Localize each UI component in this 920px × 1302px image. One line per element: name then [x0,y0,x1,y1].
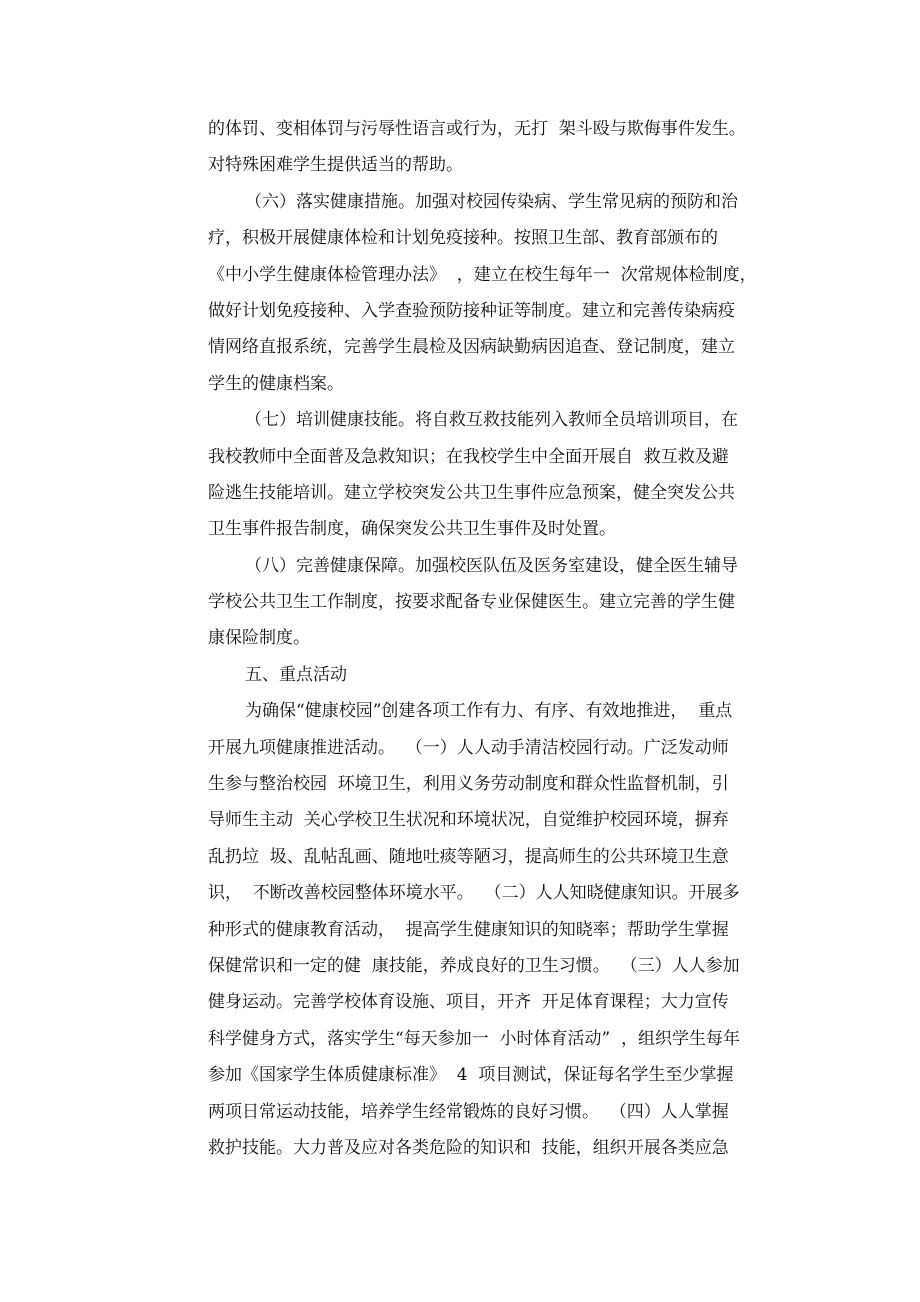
text-line: 两项日常运动技能，培养学生经常锻炼的良好习惯。 （四）人人掌握 [208,1101,729,1122]
text-line: 康保险制度。 [208,628,310,649]
text-line: 对特殊困难学生提供适当的帮助。 [208,155,463,176]
text-line: 学生的健康档案。 [208,373,344,394]
text-line: 种形式的健康教育活动， 提高学生健康知识的知晓率；帮助学生掌握 [208,919,729,940]
text-line: 险逃生技能培训。建立学校突发公共卫生事件应急预案，健全突发公共 [208,482,735,503]
text-line: （六）落实健康措施。加强对校园传染病、学生常见病的预防和治 [245,191,738,212]
text-line: 保健常识和一定的健 康技能，养成良好的卫生习惯。 （三）人人参加 [208,955,740,976]
document-body [208,111,788,1166]
text-line: （八）完善健康保障。加强校医队伍及医务室建设，健全医生辅导 [245,555,738,576]
text-line: 科学健身方式，落实学生“每天参加一 小时体育活动” ，组织学生每年 [208,1028,740,1049]
text-line: 导师生主动 关心学校卫生状况和环境状况，自觉维护校园环境，摒弃 [208,810,729,831]
text-line: 疗，积极开展健康体检和计划免疫接种。按照卫生部、教育部颁布的 [208,228,718,249]
text-line: 五、重点活动 [245,664,347,685]
text-line: （七）培训健康技能。将自救互救技能列入教师全员培训项目，在 [245,410,738,431]
text-line: 识， 不断改善校园整体环境水平。 （二）人人知晓健康知识。开展多 [208,883,740,904]
text-line: 卫生事件报告制度，确保突发公共卫生事件及时处置。 [208,519,616,540]
text-line: 乱扔垃 圾、乱帖乱画、随地吐痰等陋习，提高师生的公共环境卫生意 [208,846,729,867]
text-line: 情网络直报系统，完善学生晨检及因病缺勤病因追查、登记制度，建立 [208,337,735,358]
text-line: 健身运动。完善学校体育设施、项目，开齐 开足体育课程；大力宣传 [208,992,729,1013]
text-line: 学校公共卫生工作制度，按要求配备专业保健医生。建立完善的学生健 [208,592,735,613]
text-line: 开展九项健康推进活动。 （一）人人动手清洁校园行动。广泛发动师 [208,737,729,758]
text-line: 救护技能。大力普及应对各类危险的知识和 技能，组织开展各类应急 [208,1137,729,1158]
text-line: 做好计划免疫接种、入学查验预防接种证等制度。建立和完善传染病疫 [208,300,735,321]
text-line: 为确保“健康校园”创建各项工作有力、有序、有效地推进， 重点 [245,701,733,722]
text-line: 的体罚、变相体罚与污辱性语言或行为，无打 架斗殴与欺侮事件发生。 [208,119,746,139]
text-line: 参加《国家学生体质健康标准》 4 项目测试，保证每名学生至少掌握 [208,1065,734,1086]
text-line: 《中小学生健康体检管理办法》 ，建立在校生每年一 次常规体检制度， [208,264,757,285]
text-line: 我校教师中全面普及急救知识；在我校学生中全面开展自 救互救及避 [208,446,729,467]
text-line: 生参与整治校园 环境卫生，利用义务劳动制度和群众性监督机制，引 [208,774,729,795]
